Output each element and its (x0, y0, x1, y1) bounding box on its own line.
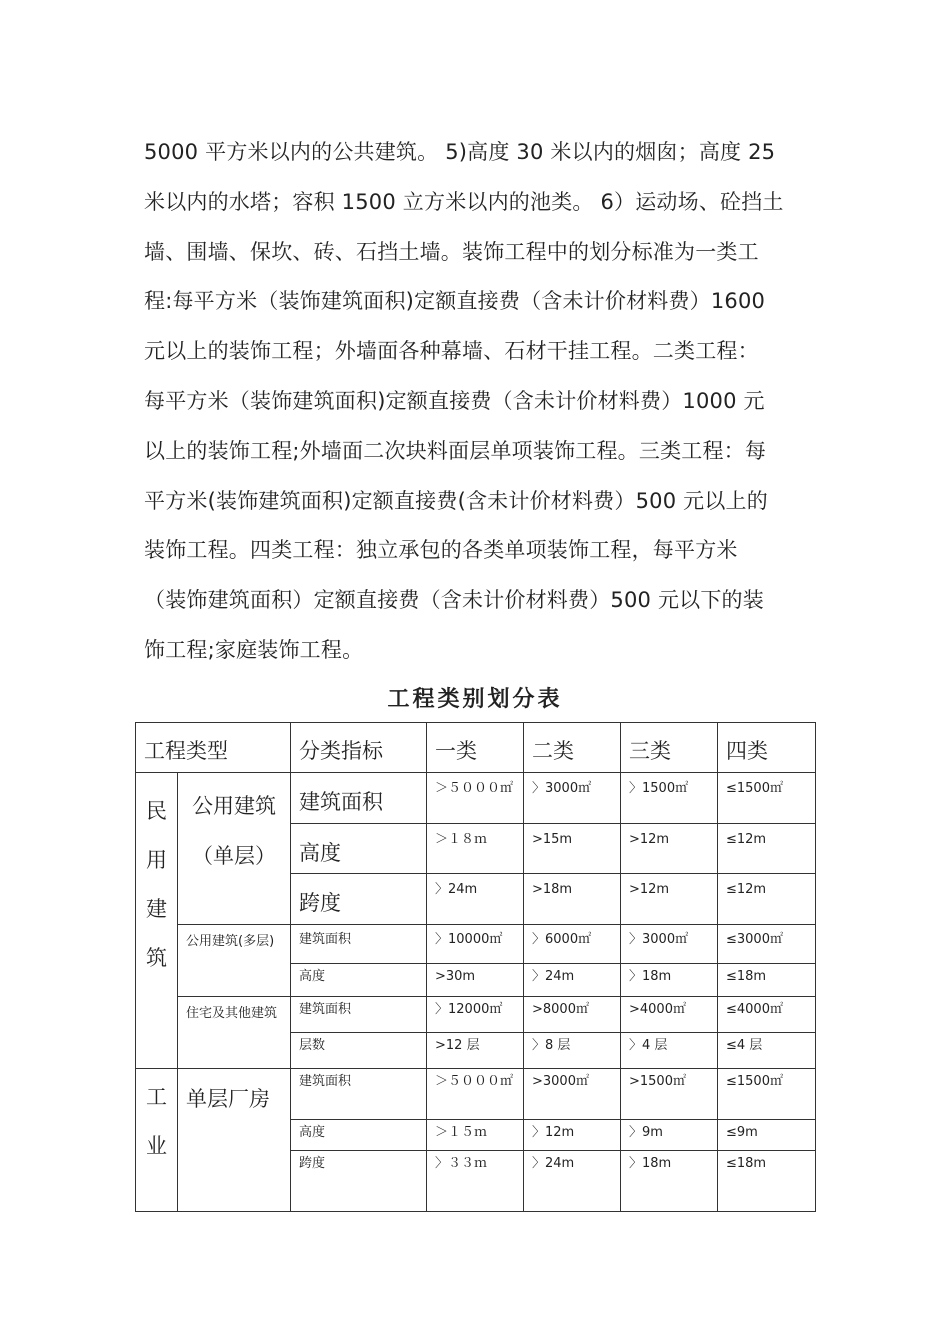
header-class-1: 一类 (427, 723, 524, 773)
subgroup-factory: 单层厂房 (178, 1069, 291, 1212)
table-row (136, 1069, 816, 1120)
value-cell: 〉10000㎡ (427, 925, 524, 964)
paragraph-line: 平方米(装饰建筑面积)定额直接费(含未计价材料费）500 元以上的 (144, 488, 768, 513)
value-cell: ≤1500㎡ (718, 1069, 816, 1120)
value-cell: 〉3000㎡ (524, 773, 621, 824)
value-cell: >8000㎡ (524, 997, 621, 1033)
paragraph-line: 墙、围墙、保坎、砖、石挡土墙。装饰工程中的划分标准为一类工 (144, 239, 759, 264)
table-row (136, 925, 816, 964)
indicator-cell: 高度 (291, 824, 427, 874)
table-row (136, 773, 816, 824)
value-cell: ≤12m (718, 824, 816, 874)
value-cell: 〉３３ｍ (427, 1151, 524, 1212)
subgroup-residential: 住宅及其他建筑 (178, 997, 291, 1069)
paragraph-line: 程:每平方米（装饰建筑面积)定额直接费（含未计价材料费）1600 (144, 289, 766, 314)
paragraph-line: 5000 平方米以内的公共建筑。 5)高度 30 米以内的烟囱；高度 25 (144, 140, 776, 164)
paragraph-line: 以上的装饰工程;外墙面二次块料面层单项装饰工程。三类工程：每 (144, 438, 767, 463)
value-cell: ≤1500㎡ (718, 773, 816, 824)
subgroup-public-single: 公用建筑 （单层） (178, 773, 291, 925)
header-project-type: 工程类型 (136, 723, 291, 773)
header-class-3: 三类 (621, 723, 718, 773)
subgroup-public-multi: 公用建筑(多层) (178, 925, 291, 997)
value-cell: 〉18m (621, 964, 718, 997)
table-row (136, 997, 816, 1033)
value-cell: >1500㎡ (621, 1069, 718, 1120)
classification-table (135, 722, 816, 1212)
value-cell: 〉4 层 (621, 1033, 718, 1069)
group-industrial: 工 业 (136, 1069, 178, 1212)
value-cell: 〉6000㎡ (524, 925, 621, 964)
table-header-row (136, 723, 816, 773)
paragraph-line: 每平方米（装饰建筑面积)定额直接费（含未计价材料费）1000 元 (144, 388, 765, 413)
value-cell: 〉12m (524, 1120, 621, 1151)
value-cell: >3000㎡ (524, 1069, 621, 1120)
header-class-4: 四类 (718, 723, 816, 773)
indicator-cell: 建筑面积 (291, 773, 427, 824)
value-cell: ＞５０００㎡ (427, 1069, 524, 1120)
value-cell: >12m (621, 824, 718, 874)
value-cell: ≤12m (718, 874, 816, 925)
value-cell: ≤18m (718, 1151, 816, 1212)
value-cell: 〉3000㎡ (621, 925, 718, 964)
value-cell: 〉24m (524, 964, 621, 997)
value-cell: ≤18m (718, 964, 816, 997)
value-cell: ＞５０００㎡ (427, 773, 524, 824)
indicator-cell: 建筑面积 (291, 1069, 427, 1120)
value-cell: 〉12000㎡ (427, 997, 524, 1033)
value-cell: ≤9m (718, 1120, 816, 1151)
paragraph-line: 元以上的装饰工程；外墙面各种幕墙、石材干挂工程。二类工程： (144, 339, 759, 364)
paragraph-line: （装饰建筑面积）定额直接费（含未计价材料费）500 元以下的装 (144, 588, 764, 613)
value-cell: ≤4 层 (718, 1033, 816, 1069)
paragraph-line: 饰工程;家庭装饰工程。 (144, 637, 364, 662)
indicator-cell: 层数 (291, 1033, 427, 1069)
paragraph-line: 装饰工程。四类工程：独立承包的各类单项装饰工程，每平方米 (144, 538, 738, 563)
group-civil-building: 民 用 建 筑 (136, 773, 178, 1069)
indicator-cell: 高度 (291, 1120, 427, 1151)
value-cell: ≤4000㎡ (718, 997, 816, 1033)
indicator-cell: 高度 (291, 964, 427, 997)
value-cell: 〉18m (621, 1151, 718, 1212)
value-cell: >12m (621, 874, 718, 925)
indicator-cell: 跨度 (291, 1151, 427, 1212)
value-cell: 〉1500㎡ (621, 773, 718, 824)
value-cell: ＞１５ｍ (427, 1120, 524, 1151)
value-cell: 〉8 层 (524, 1033, 621, 1069)
table-title: 工程类别划分表 (387, 687, 563, 712)
paragraph-line: 米以内的水塔；容积 1500 立方米以内的池类。 6）运动场、砼挡土 (144, 189, 784, 214)
indicator-cell: 建筑面积 (291, 925, 427, 964)
header-class-2: 二类 (524, 723, 621, 773)
value-cell: 〉24m (427, 874, 524, 925)
value-cell: ≤3000㎡ (718, 925, 816, 964)
body-paragraph (144, 128, 808, 676)
value-cell: 〉9m (621, 1120, 718, 1151)
indicator-cell: 建筑面积 (291, 997, 427, 1033)
value-cell: ＞１８ｍ (427, 824, 524, 874)
value-cell: 〉24m (524, 1151, 621, 1212)
header-indicator: 分类指标 (291, 723, 427, 773)
value-cell: >15m (524, 824, 621, 874)
value-cell: >12 层 (427, 1033, 524, 1069)
value-cell: >4000㎡ (621, 997, 718, 1033)
value-cell: >30m (427, 964, 524, 997)
value-cell: >18m (524, 874, 621, 925)
indicator-cell: 跨度 (291, 874, 427, 925)
